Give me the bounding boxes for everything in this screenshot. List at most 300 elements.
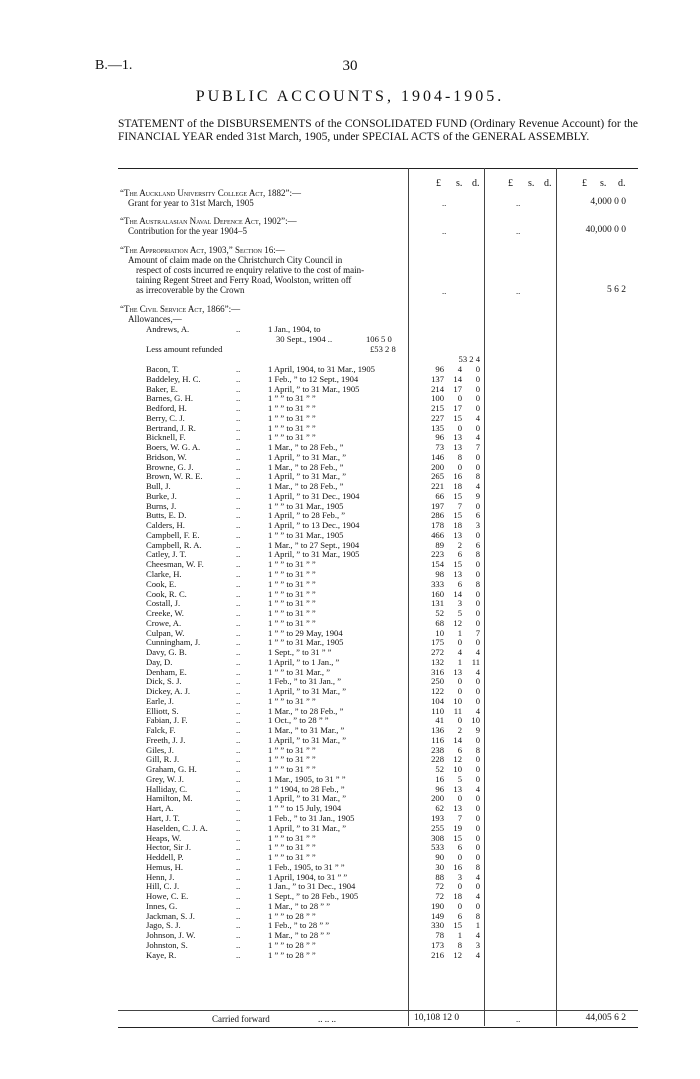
andrews-period-1: 1 Jan., 1904, to [268,324,321,334]
row-period: 1 ” ” to 31 Mar., ” [268,666,331,677]
row-pounds: 221 [431,481,444,492]
row-shillings: 15 [453,490,462,501]
row-leader-dots: .. [236,764,241,775]
row-leader-dots: .. [236,734,241,745]
row-shillings: 16 [453,861,462,872]
row-pence: 8 [475,471,480,482]
row-period: 1 Mar., 1905, to 31 ” ” [268,773,346,784]
row-leader-dots: .. [236,900,241,911]
row-leader-dots: .. [236,403,241,413]
row-shillings: 3 [457,871,462,882]
row-name: Bridson, W. [146,451,187,462]
row-leader-dots: .. [236,364,241,374]
row-name: Hart, J. T. [146,813,180,823]
row-period: 1 ” ” to 28 ” ” [268,949,316,960]
row-pounds: 89 [435,539,444,550]
row-period: 1 ” ” to 31 ” ” [268,744,316,755]
row-pounds: 316 [431,666,444,677]
row-pounds: 255 [431,822,444,833]
row-shillings: 13 [453,666,462,677]
row-leader-dots: .. [236,939,241,950]
row-shillings: 7 [457,500,462,511]
row-pounds: 200 [431,461,444,472]
row-shillings: 1 [457,656,462,667]
row-shillings: 10 [453,695,462,706]
row-name: Giles, J. [146,744,174,755]
approp-dots-col1: .. [442,286,447,296]
row-pounds: 175 [431,637,444,648]
carried-forward-dots: .. .. .. [318,1014,336,1024]
row-shillings: 13 [453,803,462,814]
row-pounds: 173 [431,939,444,950]
row-pence: 0 [475,813,480,823]
naval-dots-col2: .. [516,226,521,236]
row-pounds: 131 [431,598,444,609]
row-leader-dots: .. [236,520,241,531]
row-shillings: 12 [453,949,462,960]
approp-text-3: taining Regent Street and Ferry Road, Woolston, written off [136,275,352,285]
row-leader-dots: .. [236,832,241,843]
row-leader-dots: .. [236,783,241,794]
row-period: 1 April, ” to 31 Dec., 1904 [268,490,360,501]
row-period: 1 Mar., ” to 31 Mar., ” [268,725,345,736]
row-period: 1 April, 1904, to 31 Mar., 1905 [268,364,375,374]
row-shillings: 0 [457,461,462,472]
row-name: Browne, G. J. [146,461,194,472]
row-pence: 0 [475,832,480,843]
approp-text-4: as irrecoverable by the Crown [136,285,245,295]
row-pounds: 223 [431,549,444,560]
approp-act-title: “The Appropriation Act, 1903,” Section 16:— [120,245,285,255]
row-shillings: 1 [457,930,462,941]
row-name: Bertrand, J. R. [146,422,196,433]
row-leader-dots: .. [236,422,241,433]
row-shillings: 0 [457,637,462,648]
row-leader-dots: .. [236,481,241,492]
row-name: Cheesman, W. F. [146,559,204,570]
naval-dots-col1: .. [442,226,447,236]
auckland-amount: 4,000 0 0 [590,197,626,207]
row-leader-dots: .. [236,588,241,599]
row-pounds: 68 [435,617,444,628]
row-shillings: 0 [457,852,462,862]
row-pence: 0 [475,881,480,892]
row-name: Graham, G. H. [146,764,197,775]
row-period: 1 Feb., ” to 12 Sept., 1904 [268,373,359,384]
row-pounds: 132 [431,656,444,667]
row-pence: 4 [475,412,480,423]
row-pounds: 200 [431,793,444,804]
row-pounds: 100 [431,393,444,404]
row-shillings: 14 [453,734,462,745]
row-name: Catley, J. T. [146,549,187,560]
row-pence: 6 [475,510,480,521]
row-pounds: 137 [431,373,444,384]
approp-text-2: respect of costs incurred re enquiry relative to the cost of main- [136,265,365,275]
row-shillings: 0 [457,393,462,404]
row-shillings: 2 [457,539,462,550]
row-pence: 0 [475,393,480,404]
row-name: Brown, W. R. E. [146,471,203,482]
col3-pence-head: d. [618,178,626,189]
row-period: 1 April, ” to 31 Mar., ” [268,471,347,482]
row-leader-dots: .. [236,715,241,726]
carried-forward-label: Carried forward [212,1014,270,1024]
row-pence: 0 [475,529,480,540]
row-leader-dots: .. [236,569,241,579]
row-shillings: 0 [457,881,462,892]
row-leader-dots: .. [236,725,241,736]
row-name: Day, D. [146,656,173,667]
row-pounds: 149 [431,910,444,921]
row-shillings: 6 [457,549,462,560]
row-period: 1 ” ” to 31 ” ” [268,578,316,589]
col2-pounds-head: £ [508,178,513,189]
row-period: 1 Sept., ” to 31 ” ” [268,647,332,657]
row-period: 1 ” ” to 31 ” ” [268,559,316,570]
row-leader-dots: .. [236,852,241,862]
row-name: Cook, E. [146,578,177,589]
row-shillings: 6 [457,842,462,853]
row-pence: 3 [475,520,480,531]
row-shillings: 12 [453,617,462,628]
col2-pence-head: d. [544,178,552,189]
row-shillings: 3 [457,598,462,609]
row-pounds: 272 [431,647,444,657]
row-pence: 4 [475,871,480,882]
col3-pounds-head: £ [582,178,587,189]
row-pounds: 136 [431,725,444,736]
row-leader-dots: .. [236,578,241,589]
row-shillings: 14 [453,588,462,599]
row-shillings: 6 [457,744,462,755]
row-pounds: 215 [431,403,444,413]
andrews-name: Andrews, A. [146,324,190,334]
row-name: Grey, W. J. [146,773,184,784]
row-pence: 4 [475,666,480,677]
row-shillings: 5 [457,773,462,784]
row-period: 1 April, ” to 31 Mar., ” [268,734,347,745]
row-leader-dots: .. [236,539,241,550]
row-shillings: 8 [457,939,462,950]
row-pence: 0 [475,764,480,775]
row-name: Bedford, H. [146,403,187,413]
row-pence: 9 [475,725,480,736]
row-period: 1 ” ” to 31 ” ” [268,608,316,618]
row-pence: 4 [475,647,480,657]
row-period: 1 April, ” to 31 Mar., ” [268,793,347,804]
row-pounds: 154 [431,559,444,570]
row-shillings: 13 [453,432,462,443]
row-leader-dots: .. [236,773,241,784]
row-name: Hector, Sir J. [146,842,192,853]
row-name: Dickey, A. J. [146,686,191,697]
row-pounds: 160 [431,588,444,599]
row-period: 1 ” ” to 31 Mar., 1905 [268,637,344,648]
row-name: Johnston, S. [146,939,188,950]
row-period: 1 Feb., ” to 31 Jan., 1905 [268,813,355,823]
row-pounds: 197 [431,500,444,511]
row-name: Heaps, W. [146,832,182,843]
row-pence: 0 [475,822,480,833]
row-shillings: 13 [453,783,462,794]
row-pence: 10 [471,715,480,726]
row-leader-dots: .. [236,617,241,628]
row-pence: 7 [475,627,480,638]
row-name: Hamilton, M. [146,793,193,804]
row-pence: 0 [475,451,480,462]
approp-dots-col2: .. [516,286,521,296]
row-period: 1 ” ” to 31 ” ” [268,422,316,433]
row-leader-dots: .. [236,676,241,687]
row-pence: 0 [475,569,480,579]
row-name: Culpan, W. [146,627,185,638]
row-shillings: 2 [457,725,462,736]
row-pence: 0 [475,559,480,570]
row-name: Jago, S. J. [146,920,181,931]
row-period: 1 ” ” to 31 ” ” [268,852,316,862]
row-period: 1 Sept., ” to 28 Feb., 1905 [268,891,359,901]
row-pence: 9 [475,490,480,501]
row-leader-dots: .. [236,393,241,404]
row-pounds: 308 [431,832,444,843]
auckland-dots-col1: .. [442,198,447,208]
row-pence: 0 [475,617,480,628]
row-period: 1 ” ” to 15 July, 1904 [268,803,342,814]
row-pounds: 41 [435,715,444,726]
row-pounds: 146 [431,451,444,462]
row-pence: 4 [475,949,480,960]
row-period: 1 ” ” to 31 ” ” [268,412,316,423]
row-shillings: 11 [453,705,462,716]
row-name: Falck, F. [146,725,176,736]
row-name: Boers, W. G. A. [146,442,201,453]
row-pence: 0 [475,676,480,687]
row-pence: 11 [471,656,480,667]
row-pounds: 72 [435,881,444,892]
row-period: 1 Mar., ” to 28 Feb., ” [268,705,344,716]
row-name: Hill, C. J. [146,881,180,892]
row-leader-dots: .. [236,432,241,443]
row-pounds: 178 [431,520,444,531]
row-period: 1 ” ” to 31 ” ” [268,432,316,443]
row-leader-dots: .. [236,442,241,453]
row-pounds: 73 [435,442,444,453]
row-leader-dots: .. [236,871,241,882]
row-leader-dots: .. [236,383,241,394]
row-period: 1 April, ” to 31 Mar., ” [268,451,347,462]
row-pence: 0 [475,695,480,706]
row-pence: 8 [475,910,480,921]
table-frame [118,168,638,1028]
row-pence: 0 [475,373,480,384]
page-reference: B.—1. [95,58,133,73]
row-period: 1 ” ” to 31 Mar., 1905 [268,500,344,511]
row-name: Costall, J. [146,598,181,609]
naval-amount: 40,000 0 0 [585,225,626,235]
row-period: 1 Mar., ” to 28 Feb., ” [268,461,344,472]
row-shillings: 19 [453,822,462,833]
row-pounds: 78 [435,930,444,941]
row-name: Freeth, J. J. [146,734,186,745]
row-period: 1 Feb., 1905, to 31 ” ” [268,861,345,872]
row-leader-dots: .. [236,861,241,872]
carried-forward-col1: 10,108 12 0 [414,1013,460,1023]
row-shillings: 8 [457,451,462,462]
row-leader-dots: .. [236,813,241,823]
auckland-dots-col2: .. [516,198,521,208]
row-pounds: 214 [431,383,444,394]
row-name: Crowe, A. [146,617,182,628]
row-leader-dots: .. [236,881,241,892]
row-leader-dots: .. [236,822,241,833]
row-pounds: 96 [435,783,444,794]
row-period: 1 ” 1904, to 28 Feb., ” [268,783,345,794]
auckland-act-title: “The Auckland University College Act, 1882”:— [120,188,301,198]
row-shillings: 0 [457,900,462,911]
column-divider [556,168,557,1026]
row-pounds: 116 [431,734,444,745]
row-leader-dots: .. [236,891,241,901]
row-name: Cunningham, J. [146,637,201,648]
row-shillings: 13 [453,529,462,540]
row-pence: 4 [475,891,480,901]
row-pounds: 122 [431,686,444,697]
row-period: 1 Feb., ” to 28 ” ” [268,920,330,931]
row-period: 1 ” ” to 31 ” ” [268,598,316,609]
row-pounds: 62 [435,803,444,814]
row-leader-dots: .. [236,695,241,706]
row-pounds: 110 [431,705,444,716]
row-shillings: 18 [453,520,462,531]
row-name: Dick, S. J. [146,676,182,687]
row-period: 1 April, ” to 13 Dec., 1904 [268,520,360,531]
row-shillings: 6 [457,578,462,589]
row-shillings: 17 [453,383,462,394]
row-pounds: 228 [431,754,444,765]
row-name: Butts, E. D. [146,510,187,521]
row-pounds: 330 [431,920,444,931]
row-pence: 6 [475,539,480,550]
row-period: 1 April, ” to 1 Jan., ” [268,656,340,667]
row-period: 1 Mar., ” to 28 ” ” [268,930,331,941]
row-name: Jackman, S. J. [146,910,195,921]
row-period: 1 ” ” to 31 ” ” [268,695,316,706]
row-period: 1 ” ” to 31 ” ” [268,832,316,843]
col2-shillings-head: s. [528,178,535,189]
row-pence: 1 [475,920,480,931]
row-leader-dots: .. [236,666,241,677]
row-pounds: 98 [435,569,444,579]
total-rule [118,1010,638,1011]
row-leader-dots: .. [236,500,241,511]
row-pounds: 216 [431,949,444,960]
row-period: 1 ” ” to 31 ” ” [268,617,316,628]
row-name: Calders, H. [146,520,185,531]
row-leader-dots: .. [236,598,241,609]
row-name: Baddeley, H. C. [146,373,201,384]
row-shillings: 0 [457,715,462,726]
row-shillings: 15 [453,832,462,843]
row-pence: 0 [475,403,480,413]
row-period: 1 April, ” to 31 Mar., ” [268,822,347,833]
row-leader-dots: .. [236,627,241,638]
andrews-refund-label: Less amount refunded [146,344,223,354]
row-pence: 8 [475,744,480,755]
row-leader-dots: .. [236,608,241,618]
row-name: Earle, J. [146,695,174,706]
row-name: Burke, J. [146,490,177,501]
row-shillings: 4 [457,647,462,657]
column-divider [408,168,409,1026]
statement-heading: STATEMENT of the DISBURSEMENTS of the CONSOLIDATED FUND (Ordinary Revenue Account) for the FINANCIAL YEAR ended 31st March, 1905, under SPECIAL ACTS of the GENERAL ASSEMBLY. [118,118,638,143]
row-pence: 4 [475,930,480,941]
row-pence: 4 [475,432,480,443]
row-name: Creeke, W. [146,608,184,618]
row-period: 1 Mar., ” to 28 Feb., ” [268,442,344,453]
row-pounds: 30 [435,861,444,872]
row-period: 1 ” ” to 31 ” ” [268,569,316,579]
row-shillings: 14 [453,373,462,384]
row-shillings: 0 [457,676,462,687]
approp-text-1: Amount of claim made on the Christchurch City Council in [128,255,343,265]
row-shillings: 15 [453,412,462,423]
row-pence: 0 [475,773,480,784]
row-name: Burns, J. [146,500,177,511]
row-period: 1 ” ” to 31 ” ” [268,403,316,413]
row-pence: 3 [475,939,480,950]
row-pence: 4 [475,783,480,794]
row-name: Barnes, G. H. [146,393,194,404]
row-pounds: 227 [431,412,444,423]
row-shillings: 18 [453,481,462,492]
row-name: Campbell, F. E. [146,529,200,540]
row-pounds: 96 [435,364,444,374]
row-name: Denham, E. [146,666,187,677]
row-name: Campbell, R. A. [146,539,202,550]
naval-act-title: “The Australasian Naval Defence Act, 1902”:— [120,216,297,226]
row-leader-dots: .. [236,490,241,501]
row-period: 1 Jan., ” to 31 Dec., 1904 [268,881,356,892]
row-name: Bull, J. [146,481,171,492]
row-name: Fabian, J. F. [146,715,188,726]
naval-act-line: Contribution for the year 1904–5 [128,226,247,236]
row-pence: 4 [475,705,480,716]
row-name: Clarke, H. [146,569,182,579]
row-name: Bacon, T. [146,364,179,374]
row-pence: 0 [475,900,480,911]
row-pounds: 10 [435,627,444,638]
approp-amount: 5 6 2 [607,285,626,295]
row-leader-dots: .. [236,910,241,921]
row-period: 1 Mar., ” to 27 Sept., 1904 [268,539,360,550]
andrews-gross: 106 5 0 [366,334,392,344]
row-name: Baker, E. [146,383,178,394]
row-shillings: 16 [453,471,462,482]
row-pence: 0 [475,588,480,599]
row-pence: 0 [475,734,480,745]
row-period: 1 April, ” to 31 Mar., 1905 [268,383,360,394]
row-leader-dots: .. [236,451,241,462]
row-leader-dots: .. [236,842,241,853]
row-name: Elliott, S. [146,705,179,716]
row-leader-dots: .. [236,686,241,697]
row-pounds: 104 [431,695,444,706]
row-shillings: 1 [457,627,462,638]
row-pounds: 250 [431,676,444,687]
row-shillings: 15 [453,559,462,570]
andrews-dots: .. [236,324,241,334]
